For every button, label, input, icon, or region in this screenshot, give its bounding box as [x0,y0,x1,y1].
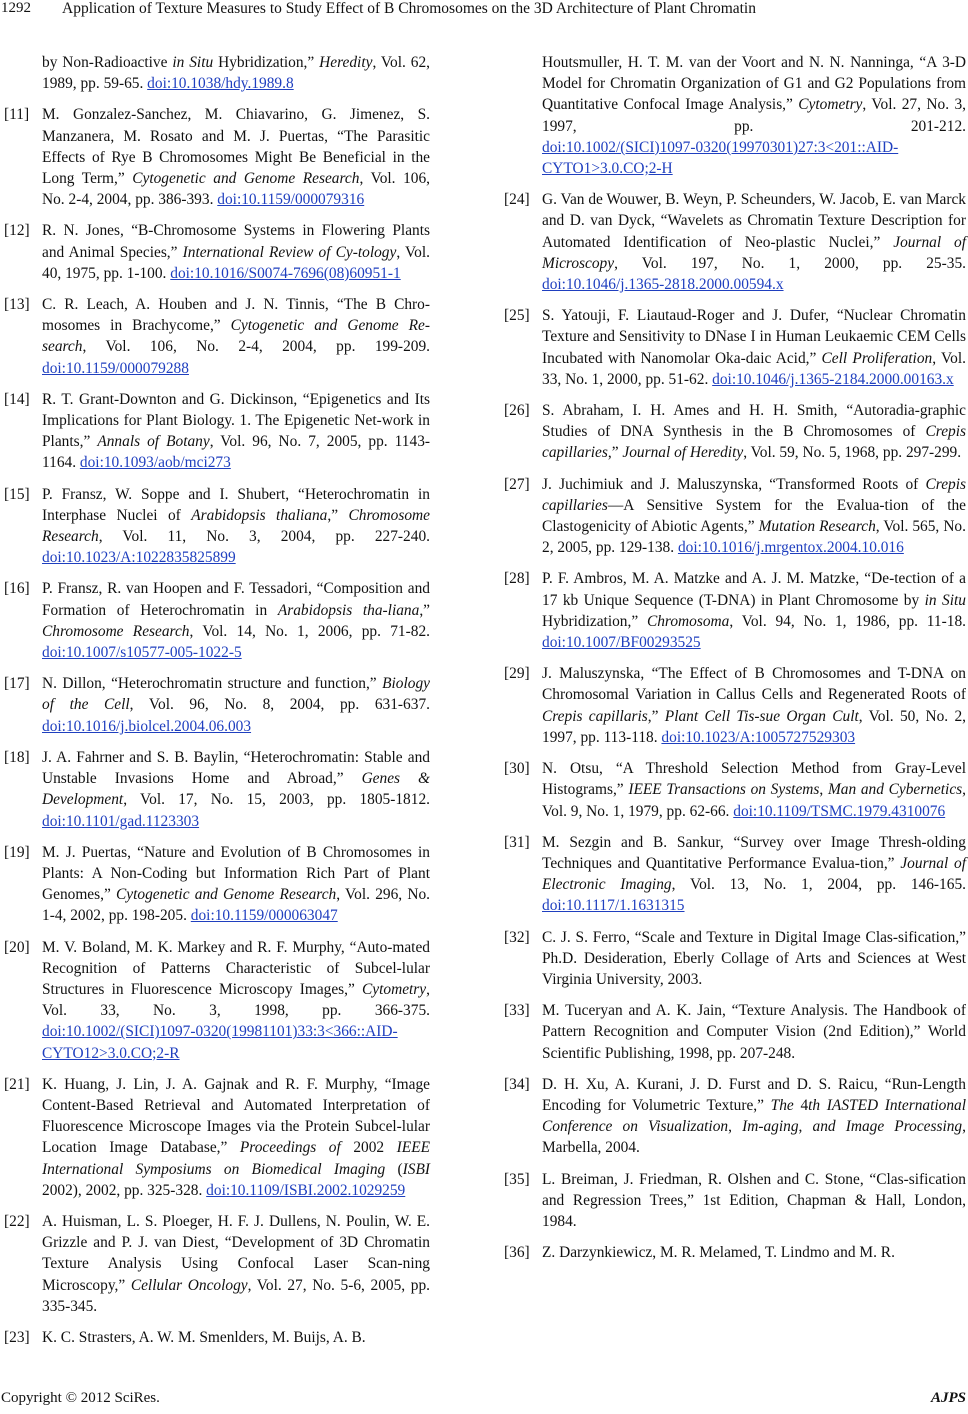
reference-number: [31] [504,833,530,851]
reference-italic-text: in Situ [172,54,214,71]
reference-plain-text: ( [385,1160,403,1178]
reference-item [4,747,430,832]
reference-italic-text: Journal of Heredity [622,444,744,462]
doi-link[interactable]: doi:10.1093/aob/mci273 [79,454,231,472]
reference-number: [15] [4,485,30,503]
reference-text [542,400,966,464]
copyright-notice: Copyright © 2012 SciRes. [1,1390,160,1406]
reference-item [4,673,430,737]
reference-plain-text: , [798,1118,813,1136]
reference-item [4,389,430,474]
reference-plain-text: by Non-Radioactive [42,54,173,71]
reference-plain-text: , Vol. 565, No. 2, 2005, pp. 129-138. [542,518,966,557]
doi-link[interactable]: doi:10.1159/000079316 [217,191,365,209]
reference-item [4,578,430,663]
reference-item [4,52,430,94]
reference-text [42,104,430,210]
reference-number: [29] [504,665,530,683]
reference-number: [18] [4,748,30,766]
reference-plain-text: —A Sensitive System for the Evalua-tion of the Clastogenicity of Abiotic Agents,” [542,496,966,536]
reference-plain-text: , Vol. 11, No. 3, 2004, pp. 227-240. [98,528,430,546]
reference-italic-text: Arabidopsis tha-liana [277,601,420,619]
reference-italic-text: in Situ [924,591,966,609]
reference-number: [14] [4,390,30,408]
reference-text [42,220,430,284]
reference-text [542,189,966,295]
reference-text [542,1169,966,1233]
doi-link[interactable]: doi:10.1159/000079288 [42,359,189,377]
page-number: 1292 [1,0,31,16]
reference-item [504,832,966,917]
reference-number: [22] [4,1212,30,1230]
reference-plain-text: , Vol. 59, No. 5, 1968, pp. 297-299. [743,444,962,462]
reference-item [504,1169,966,1233]
doi-link[interactable]: doi:10.1109/TSMC.1979.4310076 [733,802,946,820]
reference-plain-text: , Marbella, 2004. [542,1118,966,1157]
reference-plain-text: Hybridization,” [542,612,647,630]
reference-plain-text: , Vol. 197, No. 1, 2000, pp. 25-35. [614,254,966,272]
reference-plain-text: , Vol. 13, No. 1, 2004, pp. 146-165. [671,876,966,894]
reference-plain-text: , Vol. 296, No. 1-4, 2002, pp. 198-205. [42,886,431,925]
reference-plain-text: Houtsmuller, H. T. M. van der Voort and N. N. Nanninga, “A 3-D Model for Chromatin Organization of G1 and G2 Populations from Quantitative Confocal Image Analysis,” [542,54,966,114]
reference-plain-text: J. Juchimiuk and J. Maluszynska, “Transformed Roots of [542,475,926,493]
reference-plain-text: , Vol. 50, No. 2, 1997, pp. 113-118. [542,707,967,746]
reference-italic-text: Crepis capillaries [542,423,966,462]
reference-italic-text: Man and Cybernetics [827,781,963,799]
reference-number: [13] [4,296,30,314]
reference-italic-text: Chromosome Research [42,622,190,640]
reference-italic-text: ISBI [402,1160,430,1178]
reference-plain-text: , Vol. 17, No. 15, 2003, pp. 1805-1812. [123,791,430,809]
reference-text [542,568,966,653]
reference-plain-text: , Vol. 40, 1975, pp. 1-100. [42,243,430,282]
reference-italic-text: IEEE International Symposiums on Biomedical Imaging [42,1139,431,1178]
reference-text [542,1242,966,1263]
reference-number: [20] [4,938,30,956]
reference-italic-text: Heredity [319,54,373,71]
reference-plain-text: K. C. Strasters, A. W. M. Smenlders, M. Buijs, A. B. [42,1328,366,1346]
reference-text [42,1074,430,1201]
reference-plain-text: K. Huang, J. Lin, J. A. Gajnak and R. F. Murphy, “Image Content-Based Retrieval and Automated Interpretation of Fluorescence Microscope Images via the Protein Subcel-lular Location Image Database,” [42,1075,430,1157]
reference-number: [34] [504,1075,530,1093]
reference-text [542,832,966,917]
reference-plain-text: , Vol. 62, 1989, pp. 59-65. [42,54,431,93]
reference-italic-text: Cellular Oncology [130,1276,248,1294]
reference-plain-text: L. Breiman, J. Friedman, R. Olshen and C. Stone, “Clas-sification and Regression Trees,” 1st Edition, Chapman & Hall, London, 1984. [542,1170,966,1230]
reference-text [42,52,430,94]
reference-plain-text: C. J. S. Ferro, “Scale and Texture in Digital Image Clas-sification,” Ph.D. Desideration, Eberly Collage of Arts and Sciences at West Virginia University, 2003. [542,928,966,988]
reference-text [42,389,430,474]
reference-number: [30] [504,760,530,778]
reference-plain-text: ,” [327,506,349,524]
reference-plain-text: P. F. Ambros, M. A. Matzke and A. J. M. Matzke, “De-tection of a 17 kb Unique Sequence (T-DNA) in Plant Chromosome by [542,570,966,609]
reference-plain-text: R. N. Jones, “B-Chromosome Systems in Flowering Plants and Animal Species,” [42,222,430,261]
reference-item [4,1327,430,1348]
reference-plain-text: , Vol. 96, No. 8, 2004, pp. 631-637. [129,696,430,714]
reference-plain-text: , [819,781,828,799]
reference-item [504,400,966,464]
reference-item [4,220,430,284]
reference-italic-text: IEEE Transactions on Systems [628,781,820,799]
reference-italic-text: Cytometry [798,96,863,114]
reference-item [504,758,966,822]
reference-plain-text: ,” [647,707,665,725]
reference-number: [36] [504,1244,530,1262]
reference-item [4,294,430,379]
reference-text [542,1074,966,1159]
reference-text [542,927,966,991]
reference-plain-text: M. J. Puertas, “Nature and Evolution of B Chromosomes in Plants: A Non-Coding but Information Rich Part of Plant Genomes,” [42,843,430,904]
reference-number: [26] [504,402,530,420]
doi-link[interactable]: doi:10.1101/gad.1123303 [42,812,200,830]
reference-italic-text: Cytometry [362,980,427,998]
doi-link[interactable]: doi:10.1038/hdy.1989.8 [147,75,294,93]
reference-plain-text: , Vol. 14, No. 1, 2006, pp. 71-82. [189,622,430,640]
reference-text [542,305,966,390]
doi-link[interactable]: doi:10.1016/S0074-7696(08)60951-1 [170,264,401,282]
reference-number: [17] [4,675,30,693]
reference-text [42,484,430,569]
reference-plain-text: R. T. Grant-Downton and G. Dickinson, “Epigenetics and Its Implications for Plant Biology. 1. The Epigenetic Net-work in Plants,” [42,390,430,451]
doi-link[interactable]: doi:10.1002/(SICI)1097-0320(19970301)27:3<201::AID-CYTO1>3.0.CO;2-H [542,138,899,178]
reference-italic-text: Mutation Research [758,518,876,536]
reference-plain-text: J. A. Fahrner and S. B. Baylin, “Heterochromatin: Stable and Unstable Invasions Home and Abroad,” [42,748,430,788]
reference-item [4,1211,430,1317]
reference-number: [23] [4,1328,30,1346]
doi-link[interactable]: doi:10.1007/BF00293525 [542,634,701,652]
reference-italic-text: Cytogenetic and Genome Research [132,170,360,188]
reference-plain-text: , Vol. 106, No. 2-4, 2004, pp. 199-209. [82,338,430,356]
reference-italic-text: Proceedings of [239,1139,341,1157]
reference-italic-text: Journal of Electronic Imaging [542,854,967,894]
reference-plain-text: A. Huisman, L. S. Ploeger, H. F. J. Dullens, N. Poulin, W. E. Grizzle and P. J. van Diest, “Development of 3D Chromatin Texture Analysis Using Confocal Laser Scan-ning Microscopy,” [42,1212,430,1294]
reference-plain-text: D. H. Xu, A. Kurani, J. D. Furst and D. S. Raicu, “Run-Length Encoding for Volumetric Texture,” [542,1075,966,1114]
reference-plain-text: S. Abraham, I. H. Ames and H. H. Smith, “Autoradia-graphic Studies of DNA Synthesis in the B Chromosomes of [542,402,966,441]
reference-item [504,189,966,295]
reference-plain-text: ,” [419,601,431,619]
doi-link[interactable]: doi:10.1046/j.1365-2818.2000.00594.x [542,276,784,294]
doi-link[interactable]: doi:10.1117/1.1631315 [542,897,685,915]
reference-item [504,1242,966,1263]
reference-plain-text: G. Van de Wouwer, B. Weyn, P. Scheunders, W. Jacob, E. van Marck and D. van Dyck, “Wavelets as Chromatin Texture Description for Automated Identification of Neo-plastic Nuclei,” [542,191,966,251]
reference-item [504,474,966,559]
reference-plain-text: 2002 [340,1139,397,1157]
reference-column-left [4,52,430,1358]
page-header [0,0,968,26]
reference-plain-text: , Vol. 33, No. 1, 2000, pp. 51-62. [542,349,966,388]
reference-italic-text: th IASTED International Conference on Visualization [542,1096,967,1136]
reference-number: [27] [504,475,530,493]
reference-number: [35] [504,1170,530,1188]
reference-plain-text: N. Dillon, “Heterochromatin structure and function,” [42,675,383,693]
reference-item [504,52,966,179]
reference-plain-text: P. Fransz, W. Soppe and I. Shubert, “Heterochromatin in Interphase Nuclei of [42,485,430,524]
journal-abbrev: AJPS [930,1390,966,1406]
reference-italic-text: Crepis capillaris [542,707,648,725]
reference-plain-text: M. Gonzalez-Sanchez, M. Chiavarino, G. Jimenez, S. Manzanera, M. Rosato and M. J. Puertas, “The Parasitic Effects of Rye B Chromosomes Might Be Beneficial in the Long Term,” [42,106,430,188]
reference-italic-text: Annals of Botany [97,433,210,451]
doi-link[interactable]: doi:10.1016/j.biolcel.2004.06.003 [42,717,252,735]
doi-link[interactable]: doi:10.1016/j.mrgentox.2004.10.016 [677,539,904,557]
reference-number: [12] [4,222,30,240]
reference-italic-text: Journal of Microscopy [542,233,966,272]
running-title: Application of Texture Measures to Study Effect of B Chromosomes on the 3D Architecture of Plant Chromatin [62,0,756,17]
reference-italic-text: International Review of Cy-tology [182,243,397,261]
doi-link[interactable]: doi:10.1023/A:1005727529303 [661,728,856,746]
reference-number: [32] [504,928,530,946]
doi-link[interactable]: doi:10.1109/ISBI.2002.1029259 [206,1181,406,1199]
reference-column-right [504,52,966,1273]
reference-item [504,568,966,653]
reference-plain-text: , Vol. 33, No. 3, 1998, pp. 366-375. [42,980,430,1020]
reference-italic-text: Genes & Development [42,770,431,809]
reference-item [4,1074,430,1201]
reference-italic-text: Cell Proliferation [821,349,933,367]
reference-number: [33] [504,1002,530,1020]
reference-text [542,474,966,559]
reference-italic-text: Im-aging [742,1118,799,1136]
reference-italic-text: and Image Processing [812,1118,963,1136]
reference-plain-text: Hybridization,” [213,54,320,71]
reference-item [504,927,966,991]
reference-item [4,484,430,569]
reference-text [42,842,430,927]
reference-italic-text: Crepis capillaries [542,475,966,514]
reference-plain-text: M. Tuceryan and A. K. Jain, “Texture Analysis. The Handbook of Pattern Recognition and Computer Vision (2nd Edition),” World Scientific Publishing, 1998, pp. 207-248. [542,1002,966,1062]
reference-text [42,1327,430,1348]
reference-plain-text: N. Otsu, “A Threshold Selection Method from Gray-Level Histograms,” [542,760,966,799]
reference-plain-text: , Vol. 94, No. 1, 1986, pp. 11-18. [729,612,966,630]
reference-italic-text: Cytogenetic and Genome Research [116,886,337,904]
reference-plain-text: M. V. Boland, M. K. Markey and R. F. Murphy, “Auto-mated Recognition of Patterns Characteristic of Subcel-lular Structures in Fluorescence Microscopy Images,” [42,938,430,998]
reference-text [542,663,966,748]
reference-plain-text: C. R. Leach, A. Houben and J. N. Tinnis, “The B Chro-mosomes in Brachycome,” [42,296,430,335]
reference-plain-text: , Vol. 106, No. 2-4, 2004, pp. 386-393. [42,170,430,209]
reference-plain-text: , Vol. 27, No. 5-6, 2005, pp. 335-345. [42,1276,430,1315]
reference-italic-text: Chromosoma [646,612,730,630]
reference-number: [21] [4,1075,30,1093]
reference-text [42,1211,430,1317]
reference-plain-text: , [728,1118,743,1136]
reference-plain-text: , Vol. 96, No. 7, 2005, pp. 1143-1164. [42,433,431,472]
doi-link[interactable]: doi:10.1159/000063047 [190,907,338,925]
doi-link[interactable]: doi:10.1023/A:1022835825899 [42,549,236,567]
reference-number: [16] [4,580,30,598]
reference-plain-text: 2002), 2002, pp. 325-328. [42,1181,207,1199]
doi-link[interactable]: doi:10.1002/(SICI)1097-0320(19981101)33:3<366::AID-CYTO12>3.0.CO;2-R [42,1023,398,1062]
reference-text [542,1000,966,1064]
reference-number: [28] [504,570,530,588]
reference-text [542,52,966,179]
reference-item [504,1074,966,1159]
reference-plain-text: 4 [793,1096,809,1114]
reference-number: [25] [504,307,530,325]
reference-item [504,663,966,748]
reference-text [42,578,430,663]
reference-italic-text: The [770,1096,794,1114]
reference-plain-text: S. Yatouji, F. Liautaud-Roger and J. Dufer, “Nuclear Chromatin Texture and Sensitivity to DNase I in Human Leukaemic CEM Cells Incubated with Nanomolar Oka-daic Acid,” [542,307,966,367]
reference-text [42,673,430,737]
doi-link[interactable]: doi:10.1046/j.1365-2184.2000.00163.x [712,370,954,388]
reference-italic-text: Chromosome Research [42,506,430,546]
reference-plain-text: P. Fransz, R. van Hoopen and F. Tessadori, “Composition and Formation of Heterochromatin in [42,580,430,619]
reference-plain-text: ,” [607,444,623,462]
reference-italic-text: Plant Cell Tis-sue Organ Cult [664,707,859,725]
reference-item [4,937,430,1064]
reference-italic-text: Cytogenetic and Genome Re-search [42,317,430,356]
reference-number: [19] [4,843,30,861]
reference-text [42,747,430,832]
reference-item [4,104,430,210]
reference-plain-text: Z. Darzynkiewicz, M. R. Melamed, T. Lindmo and M. R. [542,1244,895,1262]
reference-item [504,305,966,390]
reference-plain-text: M. Sezgin and B. Sankur, “Survey over Image Thresh-olding Techniques and Quantitative Performance Evalua-tion,” [542,833,966,872]
reference-text [542,758,966,822]
reference-text [42,937,430,1064]
reference-item [4,842,430,927]
reference-plain-text: , Vol. 27, No. 3, 1997, pp. 201-212. [542,96,966,135]
reference-plain-text: J. Maluszynska, “The Effect of B Chromosomes and T-DNA on Chromosomal Variation in Callus Cells and Regenerated Roots of [542,665,966,704]
reference-item [504,1000,966,1064]
reference-italic-text: Arabidopsis thaliana [191,506,328,524]
reference-number: [24] [504,191,530,209]
reference-italic-text: Biology of the Cell [42,675,430,714]
doi-link[interactable]: doi:10.1007/s10577-005-1022-5 [42,644,242,662]
reference-plain-text: , Vol. 9, No. 1, 1979, pp. 62-66. [542,781,966,820]
reference-number: [11] [4,106,30,124]
reference-text [42,294,430,379]
